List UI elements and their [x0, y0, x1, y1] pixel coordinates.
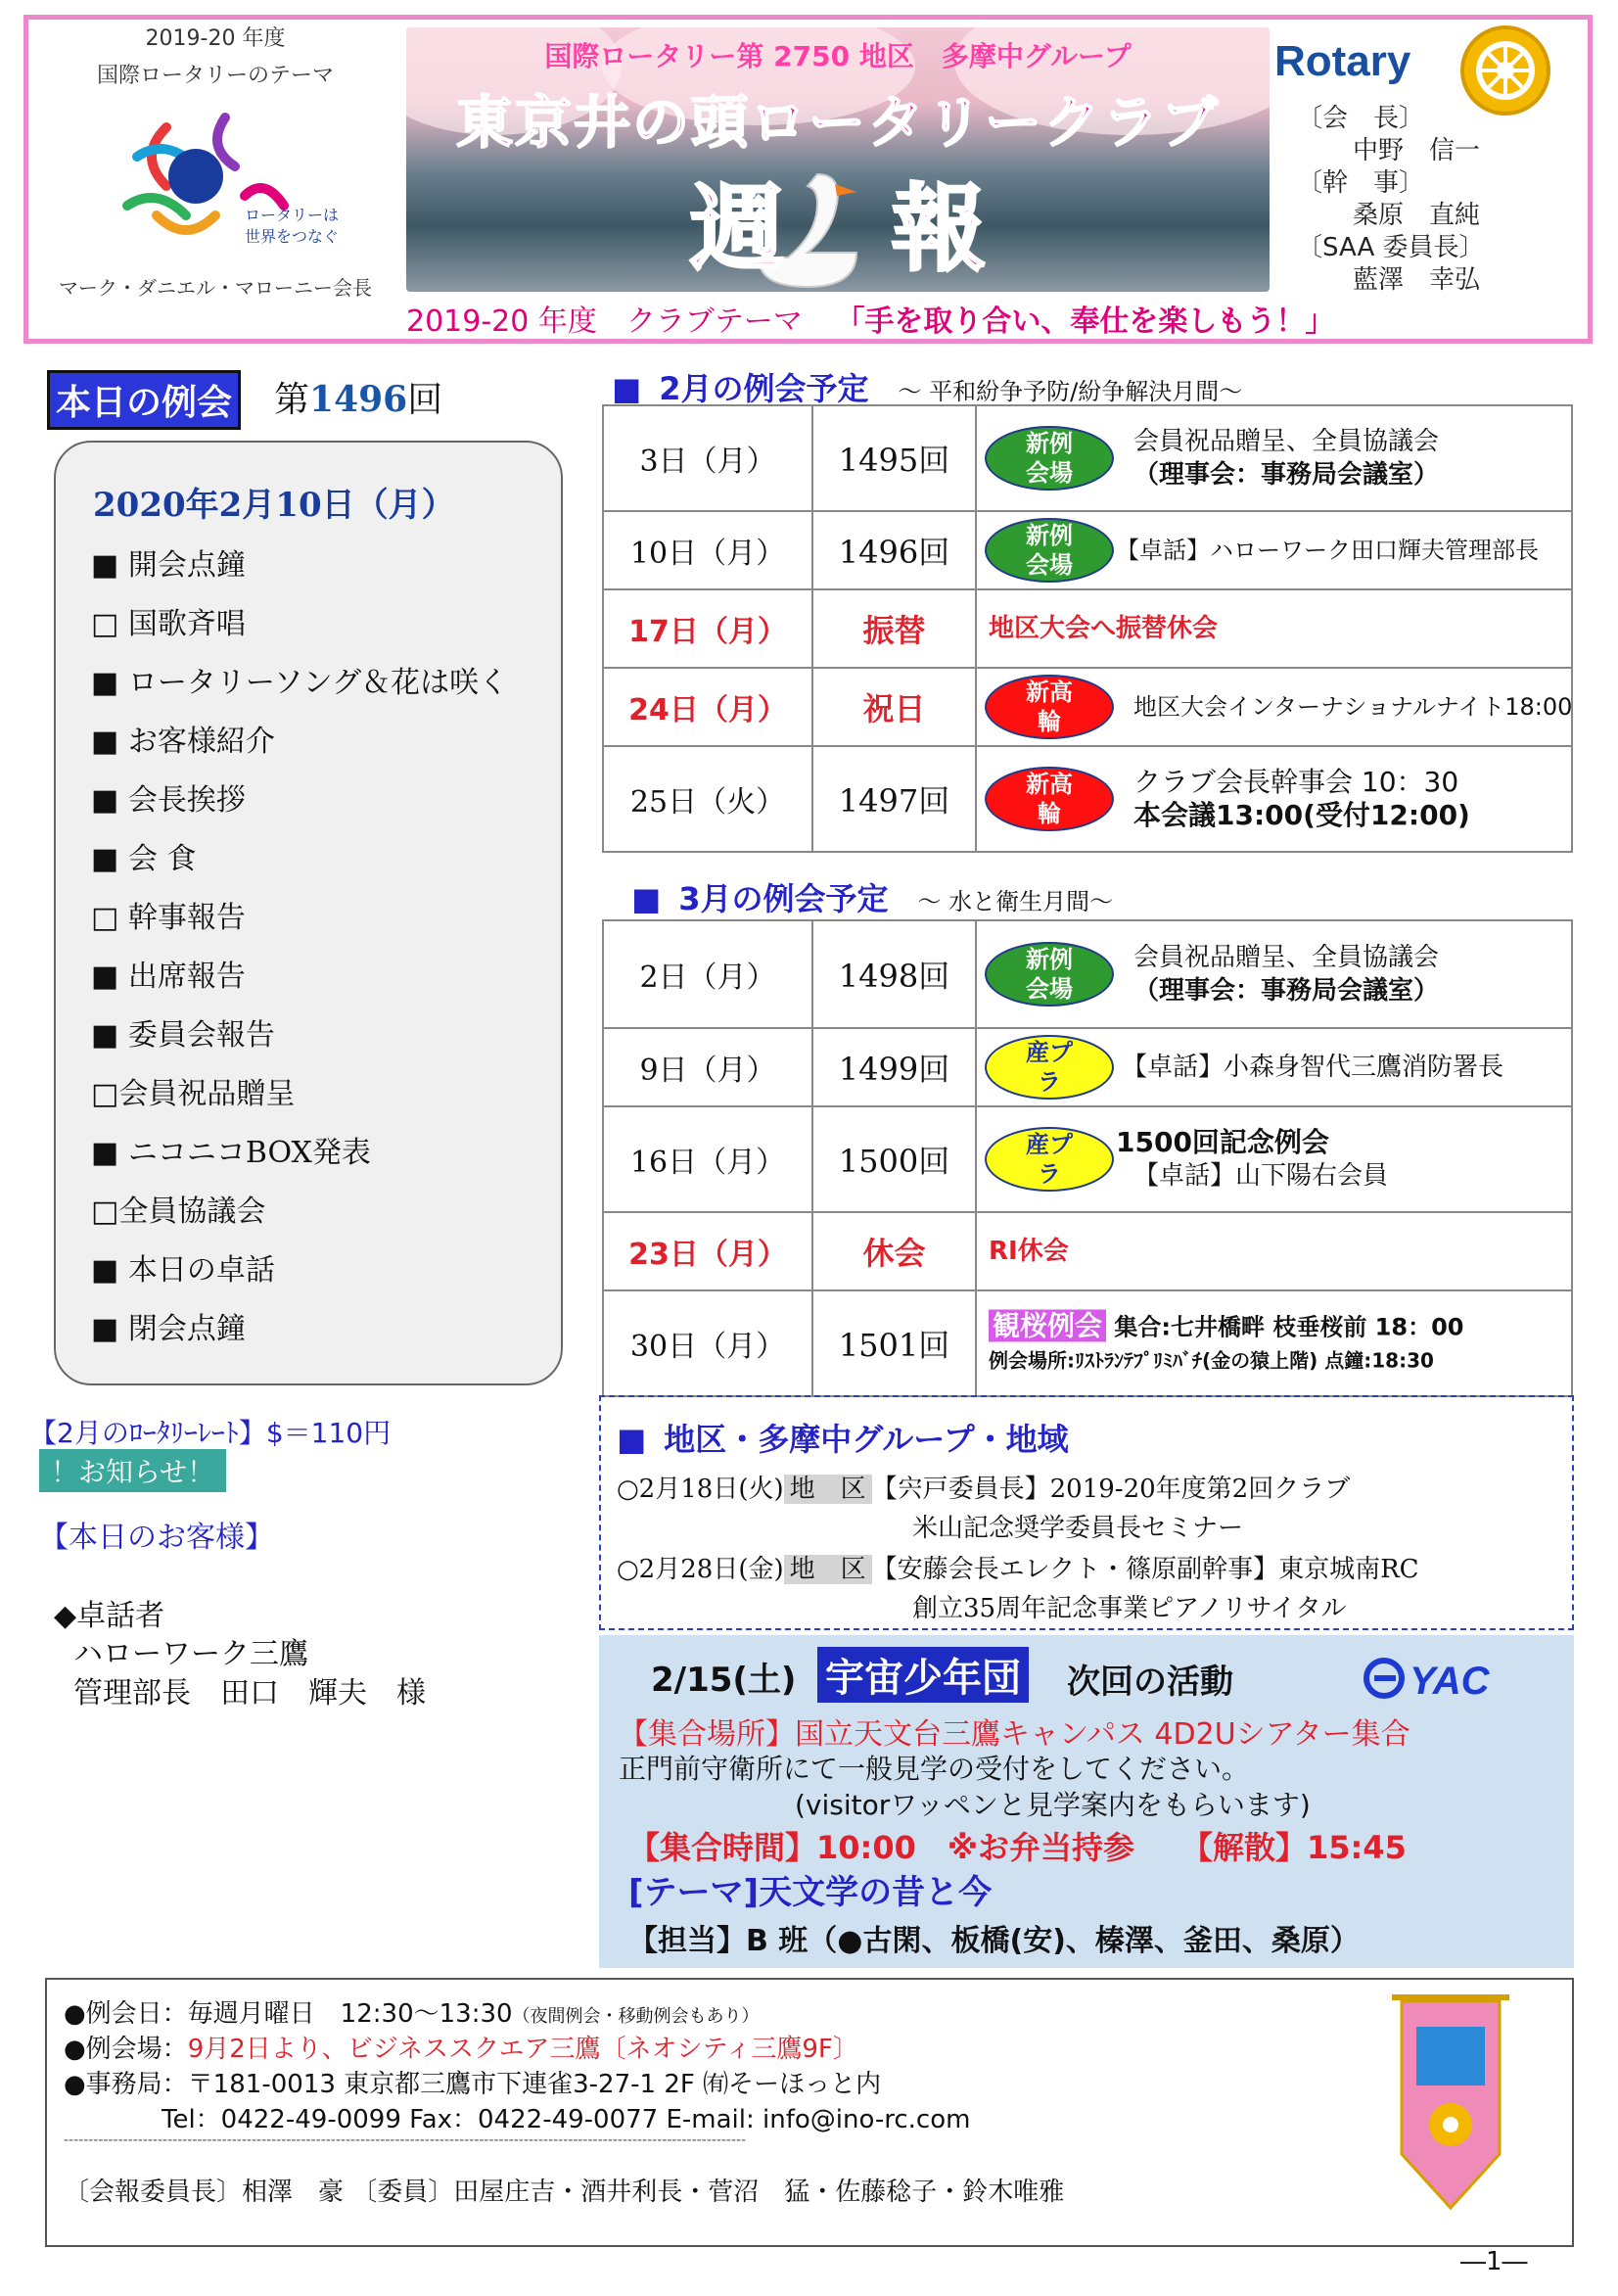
yac-place: 【集合場所】国立天文台三鷹キャンパス 4D2Uシアター集合 [619, 1717, 1410, 1752]
venue-pill: 新例 会場 [985, 518, 1114, 583]
guest-title: 【本日のお客様】 [39, 1521, 274, 1555]
today-meeting-title: 本日の例会 [47, 370, 241, 430]
row-date: 16日（月） [603, 1106, 812, 1212]
program-item: □会員祝品贈呈 [91, 1077, 296, 1111]
row-content: 地区大会へ振替休会 [976, 589, 1572, 668]
venue-pill: 産プ ラ [985, 1035, 1114, 1100]
venue-pill: 産プ ラ [985, 1127, 1114, 1192]
mar-schedule-table [602, 919, 1573, 1397]
row-date: 17日（月） [603, 589, 812, 668]
yac-charge: 【担当】B 班（●古閑、板橋(安)、榛澤、釜田、桑原） [628, 1924, 1360, 1958]
program-item: ■ 会長挨拶 [91, 783, 246, 818]
program-item: ■ 開会点鐘 [91, 548, 246, 583]
row-number: 振替 [812, 589, 976, 668]
speaker-role: ◆卓話者 [54, 1599, 165, 1633]
program-item: ■ 閉会点鐘 [91, 1312, 246, 1346]
row-date: 2日（月） [603, 920, 812, 1028]
district-item: ○2月18日(火) 地 区 【宍戸委員長】2019-20年度第2回クラブ [617, 1475, 1351, 1504]
square-bullet-icon: ■ [631, 880, 662, 917]
theme-label: 国際ロータリーのテーマ [96, 64, 334, 88]
page-number: ―1― [1460, 2247, 1528, 2276]
venue-pill: 新例 会場 [985, 426, 1114, 491]
feb-schedule-table [602, 404, 1573, 853]
row-number: 1497回 [812, 746, 976, 852]
program-item: □ 国歌斉唱 [91, 607, 246, 641]
row-date: 24日（月） [603, 668, 812, 746]
officer-role-saa: 〔SAA 委員長〕 [1297, 233, 1485, 262]
yac-time: 【集合時間】10:00 ※お弁当持参 【解散】15:45 [628, 1829, 1407, 1866]
footer-contact: Tel：0422-49-0099 Fax：0422-49-0077 E-mail: info@ino-rc.com [162, 2105, 971, 2134]
row-date: 25日（火） [603, 746, 812, 852]
district-item-sub: 創立35周年記念事業ピアノリサイタル [912, 1594, 1347, 1623]
row-number: 1496回 [812, 511, 976, 589]
row-date: 3日（月） [603, 405, 812, 511]
club-pennant-icon [1382, 1988, 1519, 2223]
club-theme-motto: 「手を取り合い、奉仕を楽しもう！」 [835, 305, 1335, 339]
row-date: 9日（月） [603, 1028, 812, 1106]
row-number: 1500回 [812, 1106, 976, 1212]
notice-badge: ！お知らせ！ [39, 1449, 226, 1492]
table-row [603, 511, 1572, 589]
officer-name-saa: 藍澤 幸弘 [1353, 265, 1481, 295]
logo-text-2: 世界をつなぐ [245, 227, 340, 246]
table-row [603, 1028, 1572, 1106]
row-date: 30日（月） [603, 1290, 812, 1396]
meeting-number: 第1496回 [274, 379, 443, 420]
square-bullet-icon: ■ [612, 370, 642, 407]
cherry-blossom-tag: 観桜例会 [989, 1310, 1106, 1342]
row-number: 祝日 [812, 668, 976, 746]
row-content: 新例 会場 【卓話】ハローワーク田口輝夫管理部長 [976, 511, 1572, 589]
officer-name-secretary: 桑原 直純 [1353, 201, 1481, 230]
venue-pill: 新例 会場 [985, 942, 1114, 1007]
footer-divider: ------------------------------------------------------------------------------------------------------------------------------------------ [64, 2132, 747, 2148]
program-item: ■ 委員会報告 [91, 1018, 275, 1053]
yac-note-1: 正門前守衛所にて一般見学の受付をしてください。 [619, 1753, 1250, 1785]
row-date: 23日（月） [603, 1212, 812, 1290]
mar-heading: ■ 3月の例会予定 ～ 水と衛生月間～ [631, 880, 1114, 917]
rotary-wheel-icon [1456, 22, 1554, 119]
banner-club-name: 東京井の頭ロータリークラブ [455, 89, 1220, 156]
officer-name-president: 中野 信一 [1353, 136, 1481, 165]
club-theme-year: 2019-20 年度 クラブテーマ [406, 305, 803, 339]
speaker-name: 管理部長 田口 輝夫 様 [73, 1676, 426, 1710]
footer-committee: 〔会報委員長〕相澤 豪 〔委員〕田屋庄吉・酒井利長・菅沼 猛・佐藤稔子・鈴木唯雅 [64, 2178, 1065, 2207]
table-row [603, 1212, 1572, 1290]
theme-year: 2019-20 年度 [145, 26, 286, 51]
program-item: ■ 会 食 [91, 842, 197, 876]
yac-next: 次回の活動 [1067, 1663, 1233, 1702]
row-content: 産プ ラ 1500回記念例会 【卓話】山下陽右会員 [976, 1106, 1572, 1212]
district-item-sub: 米山記念奨学委員長セミナー [912, 1514, 1244, 1543]
footer-venue: ●例会場：9月2日より、ビジネススクエア三鷹〔ネオシティ三鷹9F〕 [64, 2035, 858, 2064]
ri-theme-logo [98, 98, 352, 264]
yac-theme: [テーマ]天文学の昔と今 [628, 1873, 993, 1912]
row-content: 新高 輪 クラブ会長幹事会 10：30 本会議13:00(受付12:00) [976, 746, 1572, 852]
table-row [603, 405, 1572, 511]
feb-heading: ■ 2月の例会予定 ～ 平和紛争予防/紛争解決月間～ [612, 370, 1243, 407]
footer-meeting-day: ●例会日：毎週月曜日 12:30～13:30（夜間例会・移動例会もあり） [64, 1999, 760, 2029]
row-content: 新高 輪 地区大会インターナショナルナイト18:00 [976, 668, 1572, 746]
row-number: 休会 [812, 1212, 976, 1290]
row-content: 観桜例会 集合:七井橋畔 枝垂桜前 18：00 例会場所:ﾘｽﾄﾗﾝﾃﾌﾟﾘﾐﾊﾞﾁ(金の猿上階) 点鐘:18:30 [976, 1290, 1572, 1396]
yac-logo-icon [1363, 1653, 1521, 1704]
rotary-rate: 【2月のﾛｰﾀﾘｰﾚｰﾄ】$＝110円 [29, 1417, 392, 1449]
program-item: □全員協議会 [91, 1195, 266, 1229]
program-item: ■ ニコニコBOX発表 [91, 1136, 371, 1170]
program-item: ■ ロータリーソング＆花は咲く [91, 666, 509, 700]
row-number: 1499回 [812, 1028, 976, 1106]
table-row [603, 1290, 1572, 1396]
theme-president: マーク・ダニエル・マローニー会長 [59, 276, 372, 300]
yac-logo-text: YAC [1410, 1660, 1490, 1703]
row-date: 10日（月） [603, 511, 812, 589]
row-content: 新例 会場 会員祝品贈呈、全員協議会 （理事会：事務局会議室） [976, 920, 1572, 1028]
row-content: RI休会 [976, 1212, 1572, 1290]
table-row [603, 668, 1572, 746]
officer-role-president: 〔会 長〕 [1297, 104, 1425, 133]
square-bullet-icon: ■ [617, 1421, 647, 1458]
officer-role-secretary: 〔幹 事〕 [1297, 168, 1425, 198]
venue-pill: 新高 輪 [985, 675, 1114, 739]
row-content: 新例 会場 会員祝品贈呈、全員協議会 （理事会：事務局会議室） [976, 405, 1572, 511]
table-row [603, 746, 1572, 852]
district-heading: ■ 地区・多摩中グループ・地域 [617, 1421, 1069, 1458]
row-number: 1498回 [812, 920, 976, 1028]
table-row [603, 920, 1572, 1028]
club-theme [406, 297, 1581, 340]
row-number: 1501回 [812, 1290, 976, 1396]
yac-name: 宇宙少年団 [817, 1647, 1029, 1703]
program-item: ■ 出席報告 [91, 960, 246, 994]
meeting-date: 2020年2月10日（月） [93, 486, 455, 525]
banner-weekly: 週報 [690, 174, 1093, 284]
yac-date: 2/15(土) [651, 1661, 797, 1700]
district-item: ○2月28日(金) 地 区 【安藤会長エレクト・篠原副幹事】東京城南RC [617, 1555, 1419, 1584]
banner-photo [406, 27, 1270, 292]
footer-office: ●事務局：〒181-0013 東京都三鷹市下連雀3-27-1 2F ㈲そーほっと内 [64, 2070, 882, 2099]
speaker-org: ハローワーク三鷹 [73, 1637, 308, 1671]
table-row [603, 589, 1572, 668]
program-item: ■ お客様紹介 [91, 725, 275, 759]
rotary-wordmark: Rotary [1274, 37, 1411, 85]
row-content: 産プ ラ 【卓話】小森身智代三鷹消防署長 [976, 1028, 1572, 1106]
row-number: 1495回 [812, 405, 976, 511]
venue-pill: 新高 輪 [985, 767, 1114, 831]
table-row [603, 1106, 1572, 1212]
program-item: □ 幹事報告 [91, 901, 246, 935]
program-item: ■ 本日の卓話 [91, 1253, 275, 1288]
logo-text-1: ロータリーは [245, 206, 340, 224]
yac-note-2: (visitorワッペンと見学案内をもらいます) [795, 1789, 1311, 1821]
banner-district: 国際ロータリー第 2750 地区 多摩中グループ [544, 40, 1132, 72]
